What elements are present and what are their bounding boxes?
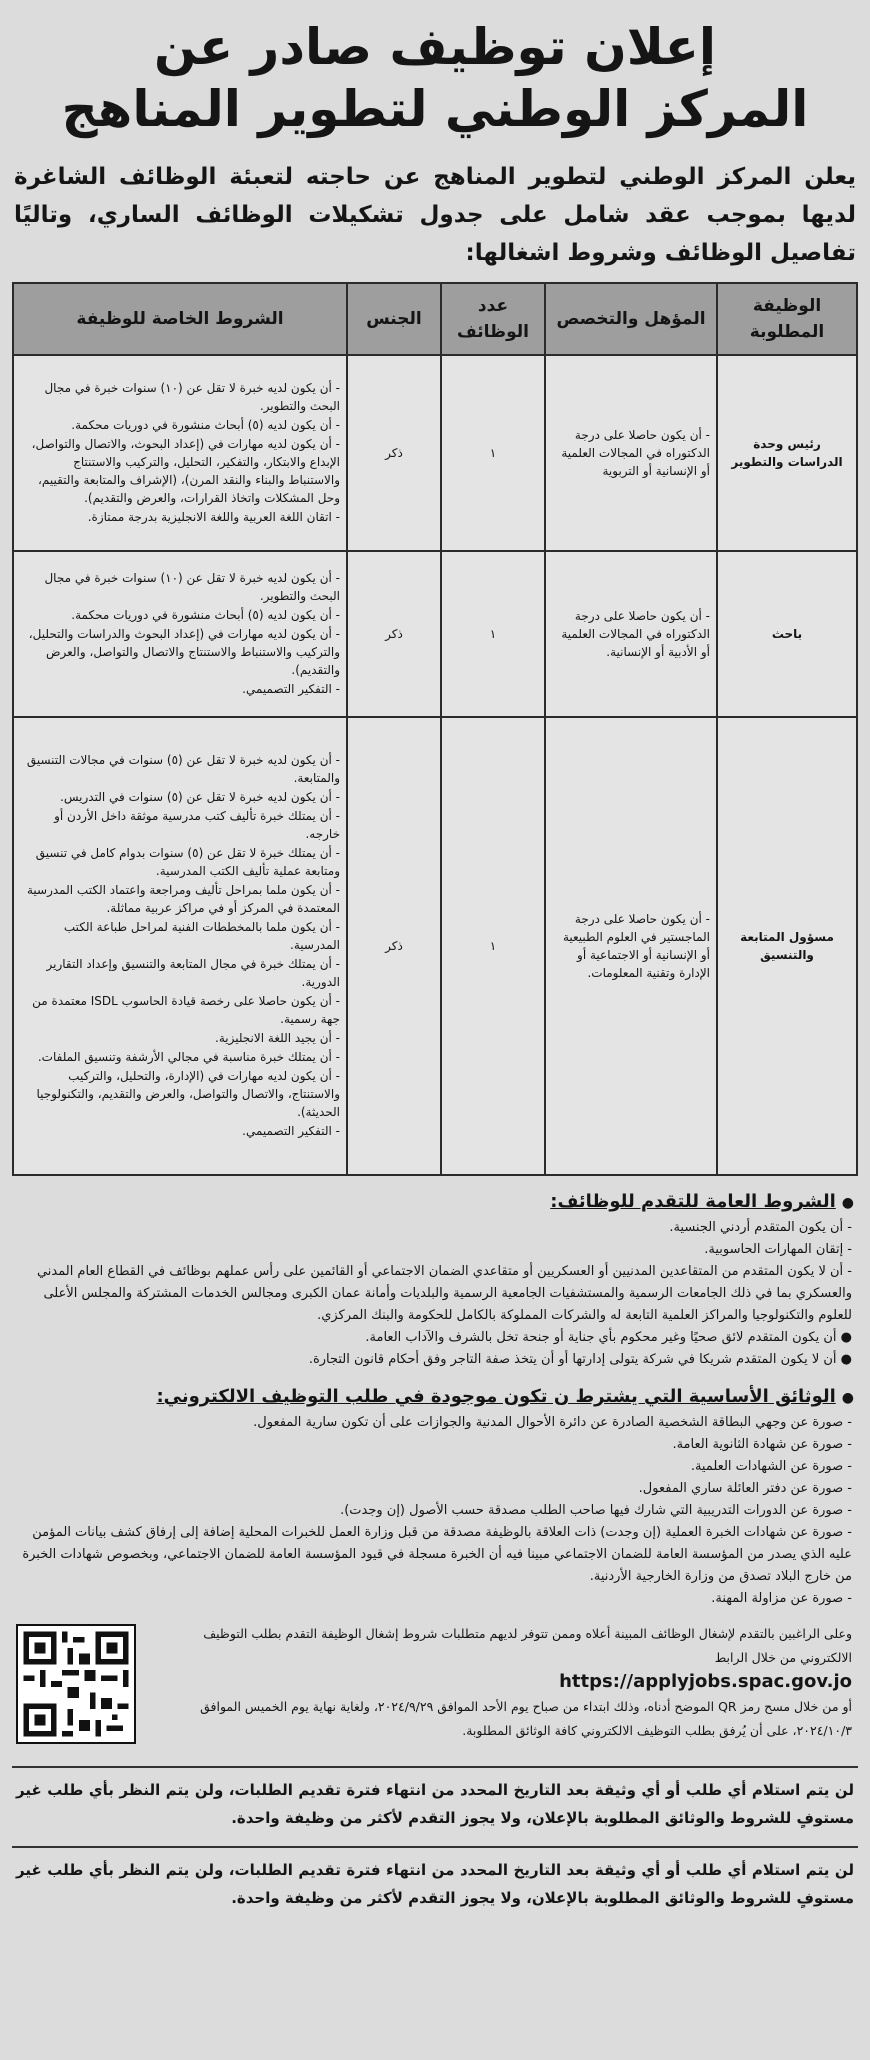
divider (12, 1766, 858, 1768)
closing-note: لن يتم استلام أي طلب أو أي وثيقة بعد التاريخ المحدد من انتهاء فترة تقديم الطلبات، ولن يتم النظر بأي طلب غير مستوفٍ للشروط والوثائق المطلوبة بالإعلان، ولا يجوز التقدم لأكثر من وظيفة واحدة. (16, 1781, 854, 1827)
list-item: - إتقان المهارات الحاسوبية. (704, 1242, 852, 1257)
job-count: ١ (441, 551, 545, 717)
table-row (13, 717, 857, 1175)
intro-paragraph: يعلن المركز الوطني لتطوير المناهج عن حاجته لتعبئة الوظائف الشاغرة لديها بموجب عقد شامل على جدول تشكيلات الوظائف الساري، وتاليًا تفاصيل الوظائف وشروط اشغالها: (14, 164, 856, 266)
job-gender: ذكر (347, 355, 441, 551)
job-title: باحث (717, 551, 857, 717)
apply-text (148, 1622, 858, 1743)
list-item: - صورة عن شهادة الثانوية العامة. (672, 1437, 852, 1452)
condition-item: - التفكير التصميمي. (242, 1124, 340, 1138)
condition-item: - أن يكون ملما بالمخططات الفنية لمراحل طباعة الكتب المدرسية. (63, 920, 340, 952)
job-title: مسؤول المتابعة والتنسيق (717, 717, 857, 1175)
table-row (13, 551, 857, 717)
apply-line-1: وعلى الراغبين بالتقدم لإشغال الوظائف المبينة أعلاه وممن تتوفر لديهم متطلبات شروط إشغال الوظيفة التقدم بطلب التوظيف الالكتروني من خلال الرابط (203, 1626, 852, 1665)
application-instructions (12, 1622, 858, 1752)
page-title (12, 16, 858, 140)
required-documents-title: ●الوثائق الأساسية التي يشترط ن تكون موجودة في طلب التوظيف الالكتروني: (156, 1386, 854, 1407)
list-item: ● أن يكون المتقدم لائق صحيًا وغير محكوم بأي جناية أو جنحة تخل بالشرف والآداب العامة. (365, 1330, 852, 1345)
list-item: - صورة عن مزاولة المهنة. (711, 1591, 852, 1606)
bullet-icon: ● (841, 1390, 854, 1406)
required-documents-list (12, 1412, 858, 1610)
condition-item: - أن يكون ملما بمراحل تأليف ومراجعة واعتماد الكتب المدرسية المعتمدة في المركز أو في مراكز عربية مماثلة. (26, 883, 340, 915)
list-item: - أن لا يكون المتقدم من المتقاعدين المدنيين أو العسكريين أو متقاعدي الضمان الاجتماعي أو القائمين على رأس عملهم بوظائف في القطاع العام المدني والعسكري بما في ذلك الجامعات الرسمية والمستشفيات الجامعية الرسمية والبلديات وأمانة عمان الكبرى ومجالس الخدمات المشتركة والمجلس الأعلى للعلوم والتكنولوجيا والمراكز العلمية التابعة له والشركات المملوكة بالكامل للحكومة والبنك المركزي. (36, 1264, 852, 1323)
list-item: - أن يكون المتقدم أردني الجنسية. (669, 1220, 852, 1235)
header-count: عدد الوظائف (441, 283, 545, 355)
job-qualification: - أن يكون حاصلا على درجة الدكتوراه في المجالات العلمية أو الإنسانية أو التربوية (545, 355, 717, 551)
condition-item: - أن يكون لديه خبرة لا تقل عن (٥) سنوات في مجالات التنسيق والمتابعة. (26, 753, 340, 785)
condition-item: - أن يمتلك خبرة لا تقل عن (٥) سنوات بدوام كامل في تنسيق ومتابعة عملية تأليف الكتب المدرسية. (35, 846, 340, 878)
table-header-row (13, 283, 857, 355)
list-item: - صورة عن وجهي البطاقة الشخصية الصادرة عن دائرة الأحوال المدنية والجوازات على أن تكون سارية المفعول. (253, 1415, 852, 1430)
header-gender: الجنس (347, 283, 441, 355)
condition-item: - التفكير التصميمي. (242, 682, 340, 696)
job-qualification: - أن يكون حاصلا على درجة الدكتوراه في المجالات العلمية أو الأدبية أو الإنسانية. (545, 551, 717, 717)
list-item: - صورة عن دفتر العائلة ساري المفعول. (638, 1481, 852, 1496)
job-qualification: - أن يكون حاصلا على درجة الماجستير في العلوم الطبيعية أو الإنسانية أو الاجتماعية أو الإدارة وتقنية المعلومات. (545, 717, 717, 1175)
condition-item: - أن يكون لديه خبرة لا تقل عن (٥) سنوات في التدريس. (60, 790, 340, 804)
job-title: رئيس وحدة الدراسات والتطوير (717, 355, 857, 551)
list-item: ● أن لا يكون المتقدم شريكا في شركة يتولى إدارتها أو أن يتخذ صفة التاجر وفق أحكام قانون التجارة. (308, 1352, 852, 1367)
condition-item: - أن يمتلك خبرة مناسبة في مجالي الأرشفة وتنسيق الملفات. (37, 1050, 340, 1064)
condition-item: - أن يكون لديه خبرة لا تقل عن (١٠) سنوات خبرة في مجال البحث والتطوير. (44, 571, 340, 603)
title-line-1: إعلان توظيف صادر عن (153, 18, 716, 76)
general-conditions-list (12, 1217, 858, 1371)
job-count: ١ (441, 717, 545, 1175)
closing-note: لن يتم استلام أي طلب أو أي وثيقة بعد التاريخ المحدد من انتهاء فترة تقديم الطلبات، ولن يتم النظر بأي طلب غير مستوفٍ للشروط والوثائق المطلوبة بالإعلان، ولا يجوز التقدم لأكثر من وظيفة واحدة. (16, 1861, 854, 1907)
header-job: الوظيفة المطلوبة (717, 283, 857, 355)
job-gender: ذكر (347, 551, 441, 717)
condition-item: - أن يمتلك خبرة في مجال المتابعة والتنسيق وإعداد التقارير الدورية. (46, 957, 340, 989)
list-item: - صورة عن الدورات التدريبية التي شارك فيها صاحب الطلب مصدقة حسب الأصول (إن وجدت). (340, 1503, 852, 1518)
list-item: - صورة عن شهادات الخبرة العملية (إن وجدت) ذات العلاقة بالوظيفة مصدقة من قبل وزارة العمل للخبرات المحلية إضافة إلى إرفاق كشف بيانات المؤمن عليه الذي يصدر من المؤسسة العامة للضمان الاجتماعي مبينا فيه أن الخبرة مسجلة في قيود المؤسسة العامة للضمان الاجتماعي، وبخصوص شهادات الخبرة من خارج البلاد تصدق من وزارة الخارجية الأردنية. (22, 1525, 852, 1584)
condition-item: - اتقان اللغة العربية واللغة الانجليزية بدرجة ممتازة. (87, 510, 340, 524)
job-gender: ذكر (347, 717, 441, 1175)
condition-item: - أن يكون لديه (٥) أبحاث منشورة في دوريات محكمة. (71, 608, 340, 622)
job-conditions (13, 551, 347, 717)
title-line-2: المركز الوطني لتطوير المناهج (61, 80, 809, 138)
apply-line-2: أو من خلال مسح رمز QR الموضح أدناه، وذلك ابتداء من صباح يوم الأحد الموافق ٢٠٢٤/٩/٢٩، ولغاية نهاية يوم الخميس الموافق ٢٠٢٤/١٠/٣، على أن يُرفق بطلب التوظيف الالكتروني كافة الوثائق المطلوبة. (200, 1699, 852, 1738)
general-conditions-title: ●الشروط العامة للتقدم للوظائف: (550, 1191, 854, 1212)
bullet-icon: ● (841, 1195, 854, 1211)
jobs-table (12, 282, 858, 1176)
condition-item: - أن يكون لديه مهارات في (إعداد البحوث والدراسات والتحليل، والتركيب والاستنباط والاستنتاج والاتصال والتواصل، والعرض والتقديم). (28, 627, 340, 677)
condition-item: - أن يكون لديه مهارات في (إعداد البحوث، والاتصال والتواصل، الإبداع والابتكار، والتفكير، التحليل، والتركيب والاستنتاج والاستنباط والبناء والنقد المرن)، (الإشراف والمتابعة والتقييم، وحل المشكلات واتخاذ القرارات، والعرض والتقديم). (31, 437, 340, 505)
condition-item: - أن يكون لديه خبرة لا تقل عن (١٠) سنوات خبرة في مجال البحث والتطوير. (44, 381, 340, 413)
condition-item: - أن يكون لديه (٥) أبحاث منشورة في دوريات محكمة. (71, 418, 340, 432)
job-conditions (13, 717, 347, 1175)
header-conditions: الشروط الخاصة للوظيفة (13, 283, 347, 355)
application-link[interactable]: https://applyjobs.spac.gov.jo (559, 1671, 852, 1692)
condition-item: - أن يكون حاصلا على رخصة قيادة الحاسوب ISDL معتمدة من جهة رسمية. (32, 994, 340, 1026)
divider (12, 1846, 858, 1848)
qr-code-icon[interactable] (16, 1624, 136, 1744)
job-conditions (13, 355, 347, 551)
condition-item: - أن يمتلك خبرة تأليف كتب مدرسية موثقة داخل الأردن أو خارجه. (54, 809, 340, 841)
header-qualification: المؤهل والتخصص (545, 283, 717, 355)
job-count: ١ (441, 355, 545, 551)
condition-item: - أن يجيد اللغة الانجليزية. (215, 1031, 340, 1045)
table-row (13, 355, 857, 551)
condition-item: - أن يكون لديه مهارات في (الإدارة، والتحليل، والتركيب والاستنتاج، والاتصال والتواصل، والعرض والتقديم، والتكنولوجيا الحديثة). (36, 1069, 340, 1119)
list-item: - صورة عن الشهادات العلمية. (690, 1459, 852, 1474)
